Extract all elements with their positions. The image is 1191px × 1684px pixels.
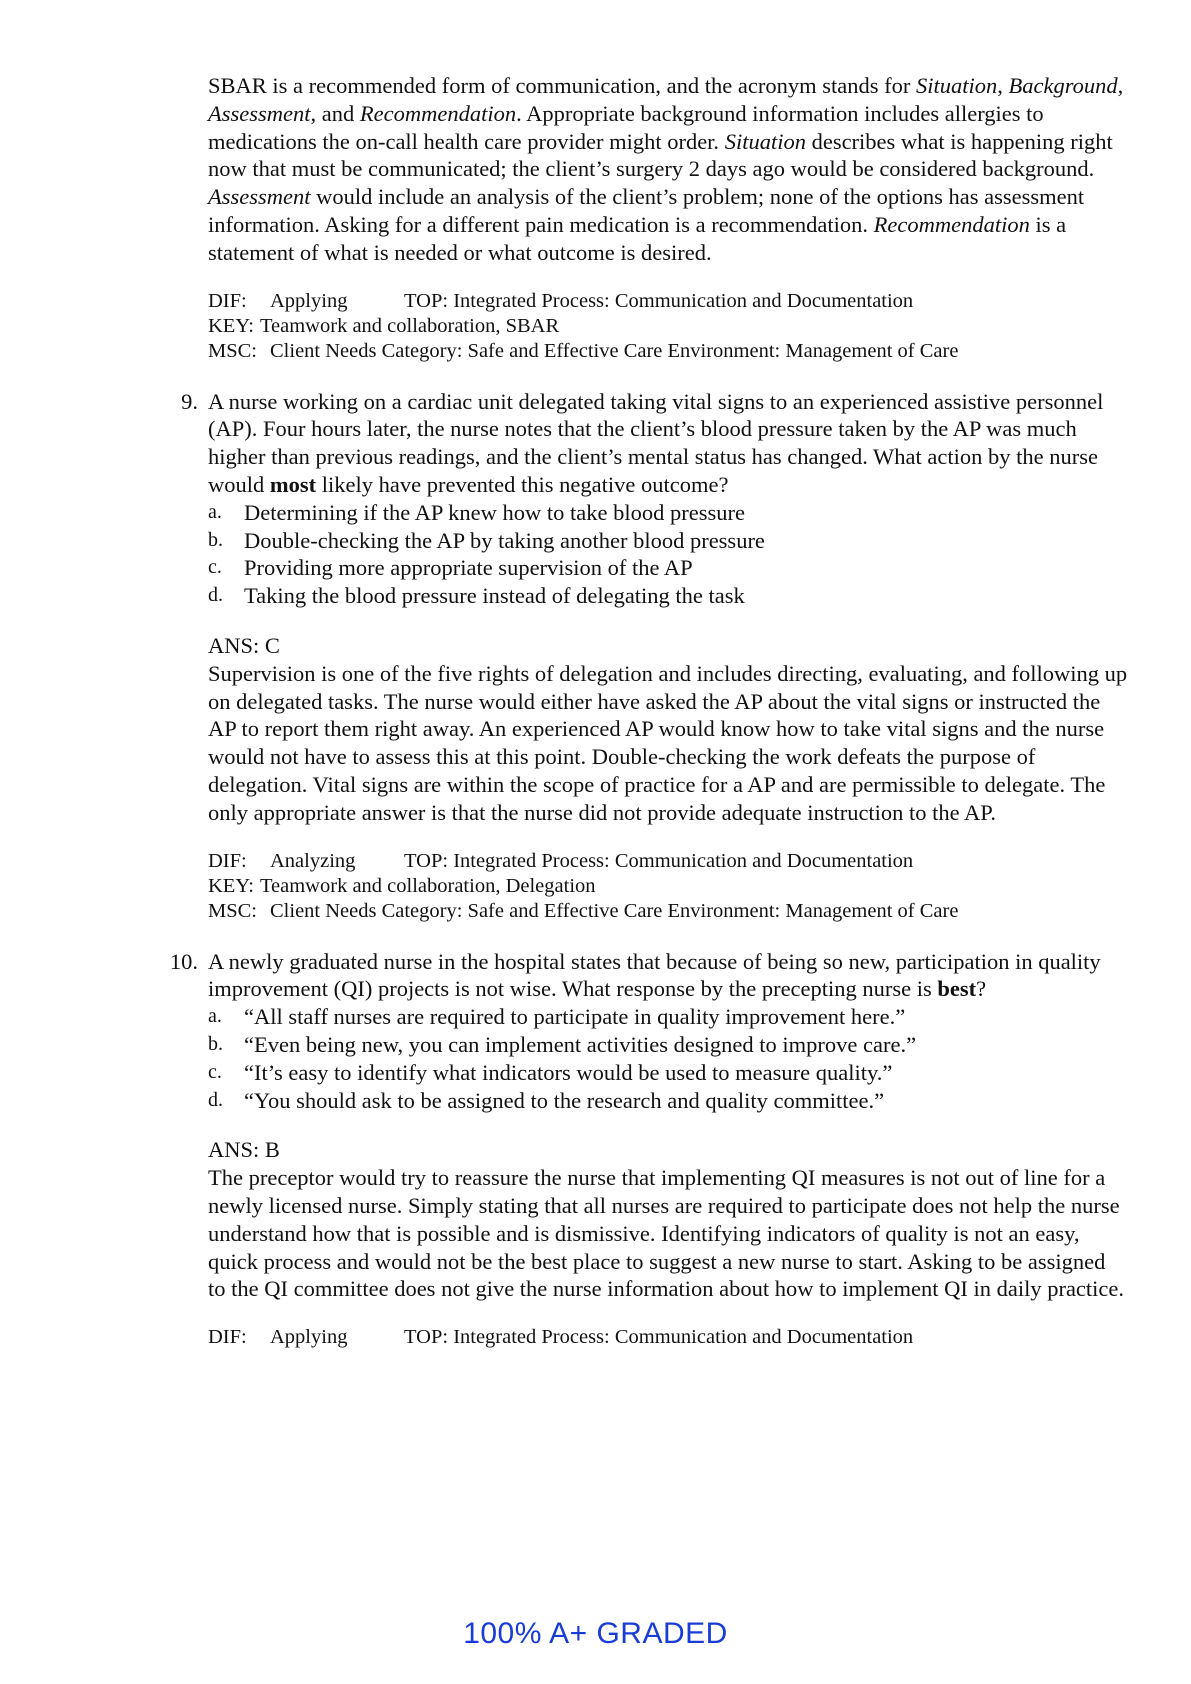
option-text: “You should ask to be assigned to the research and quality committee.” [244,1087,885,1113]
option-a [208,1003,1128,1031]
text-run: , [997,73,1009,98]
option-text: “All staff nurses are required to participate in quality improvement here.” [244,1004,906,1030]
question-stem [208,388,1128,499]
question-10 [169,948,1128,1351]
option-letter: b. [208,1032,223,1055]
dif-label: DIF: [208,1326,247,1349]
text-run: , [1117,73,1124,98]
intro-meta [208,289,1128,364]
meta-msc-row [208,899,1128,924]
bold-text: most [269,471,317,497]
option-text: Determining if the AP knew how to take blood pressure [244,499,745,525]
text-run: SBAR is a recommended form of communication, and the acronym stands for [208,73,916,98]
option-text: Taking the blood pressure instead of delegating the task [244,583,745,609]
key-label: KEY: [208,874,254,897]
meta-dif-top-row [208,1325,1128,1350]
question-9 [181,388,1128,924]
option-b [208,527,1128,555]
text-run: likely have prevented this negative outcome? [316,471,729,497]
option-b [208,1031,1128,1059]
meta-key-row [208,874,1128,899]
option-text: Providing more appropriate supervision of the AP [244,555,693,581]
emphasis-text: Recommendation [359,100,517,126]
option-letter: c. [208,556,222,579]
option-d [208,1087,1128,1115]
page-content [169,72,1128,1350]
meta-msc-row [208,339,1128,364]
answer-key: ANS: B [208,1137,280,1163]
question-meta [208,849,1128,924]
dif-value: Analyzing [270,849,356,872]
top-label: TOP: [404,289,449,312]
text-run: A newly graduated nurse in the hospital states that because of being so new, participation in quality improvement (QI) projects is not wise. What response by the precepting nurse is [208,948,1101,1002]
question-number: 10. [169,948,198,974]
question-meta [208,1325,1128,1350]
dif-value: Applying [270,289,348,312]
option-c [208,554,1128,582]
answer-options [208,1003,1128,1114]
question-number: 9. [181,388,198,414]
bold-text: best [937,976,977,1002]
option-letter: a. [208,1005,222,1028]
option-letter: d. [208,584,223,607]
meta-dif-top-row [208,289,1128,314]
top-value: Integrated Process: Communication and Documentation [453,849,914,872]
option-d [208,582,1128,610]
top-value: Integrated Process: Communication and Documentation [453,1326,914,1349]
top-label: TOP: [404,1326,449,1349]
option-text: “Even being new, you can implement activities designed to improve care.” [244,1031,917,1057]
text-run: . Appropriate background information includes allergies to medications the on-call health care provider might order. [208,100,1044,154]
key-label: KEY: [208,314,254,337]
top-label: TOP: [404,849,449,872]
meta-key-row [208,314,1128,339]
option-text: Double-checking the AP by taking another blood pressure [244,527,765,553]
answer-key: ANS: C [208,632,280,658]
option-c [208,1059,1128,1087]
text-run: ? [976,976,987,1002]
option-text: “It’s easy to identify what indicators would be used to measure quality.” [244,1059,893,1085]
question-stem [208,948,1128,1004]
text-run: , and [310,100,360,126]
option-letter: d. [208,1088,223,1111]
option-letter: b. [208,528,223,551]
text-run: is a statement of what is needed or what outcome is desired. [208,211,1067,265]
msc-label: MSC: [208,899,257,922]
emphasis-text: Assessment [208,184,311,210]
intro-rationale [208,72,1128,267]
answer-options [208,499,1128,610]
emphasis-text: Situation [915,73,998,98]
answer-rationale: The preceptor would try to reassure the nurse that implementing QI measures is not out of line for a newly licensed nurse. Simply stating that all nurses are required to participate does not help the nurse understand how that is possible and is dismissive. Identifying indicators of quality is not an easy, quick process and would not be the best place to suggest a new nurse to start. Asking to be assigned to the QI committee does not give the nurse information about how to implement QI in daily practice. [208,1165,1125,1302]
msc-value: Client Needs Category: Safe and Effective Care Environment: Management of Care [270,899,959,922]
emphasis-text: Assessment [208,100,311,126]
answer-rationale: Supervision is one of the five rights of delegation and includes directing, evaluating, and following up on delegated tasks. The nurse would either have asked the AP about the vital signs or instructed the AP to report them right away. An experienced AP would know how to take vital signs and the nurse would not have to assess this at this point. Double-checking the work defeats the purpose of delegation. Vital signs are within the scope of practice for a AP and are permissible to delegate. The only appropriate answer is that the nurse did not provide adequate instruction to the AP. [208,660,1128,825]
meta-dif-top-row [208,849,1128,874]
text-run: would include an analysis of the client’s problem; none of the options has assessment information. Asking for a different pain medication is a recommendation. [208,184,1085,237]
dif-value: Applying [270,1326,348,1349]
top-value: Integrated Process: Communication and Documentation [453,289,914,312]
graded-stamp: 100% A+ GRADED [463,1617,728,1650]
text-run: describes what is happening right now that must be communicated; the client’s surgery 2 days ago would be considered background. [208,128,1113,182]
option-letter: a. [208,500,222,523]
emphasis-text: Background [1008,73,1118,98]
option-letter: c. [208,1060,222,1083]
msc-label: MSC: [208,339,257,362]
key-value: Teamwork and collaboration, SBAR [259,314,560,337]
dif-label: DIF: [208,849,247,872]
text-run: A nurse working on a cardiac unit delegated taking vital signs to an experienced assistive personnel (AP). Four hours later, the nurse notes that the client’s blood pressure taken by the AP was much higher than previous readings, and the client’s mental status has changed. What action by the nurse would [208,388,1104,497]
dif-label: DIF: [208,289,247,312]
emphasis-text: Situation [724,128,806,154]
option-a [208,499,1128,527]
emphasis-text: Recommendation [873,211,1030,237]
key-value: Teamwork and collaboration, Delegation [259,874,596,897]
msc-value: Client Needs Category: Safe and Effective Care Environment: Management of Care [270,339,959,362]
